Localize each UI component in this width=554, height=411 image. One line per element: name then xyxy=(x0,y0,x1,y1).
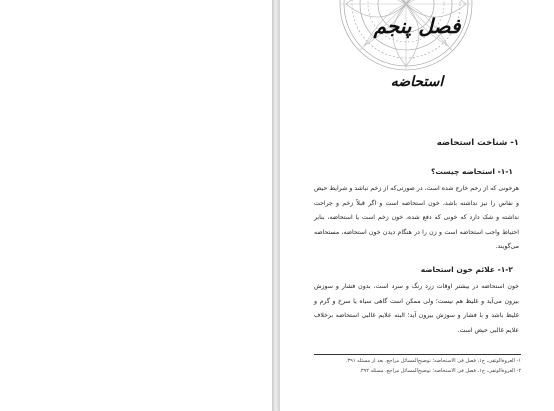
footnote: ۲- العروةالوثقی، ج۱، فصل فی الاستحاضه؛ توضیح‌المسائل مراجع، مسئله ۳۹۲. xyxy=(359,367,521,374)
subsection-heading: ۱-۱- استحاضه چیست؟ xyxy=(430,167,513,176)
footnote: ۱- العروةالوثقی، ج۱، فصل فی الاستحاضه؛ توضیح‌المسائل مراجع، بعد از مسئله ۳۹۱. xyxy=(345,358,521,364)
left-page xyxy=(0,0,272,411)
subsection-heading: ۱-۲- علائم خون استحاضه xyxy=(420,264,513,274)
paragraph: هرخونی که از رحم خارج شده است، در صورتی‌که از زخم نباشد و شرایط حیض و نفاس را نیز نداشته باشد، خون استحاضه است و اگر قبلاً زخم و جراحت نداشته و شک دارد که خونی که دفع شده، خون زخم است یا استحاضه، بنابر احتیاط واجب استحاضه است و زن را در هنگام دیدن خون استحاضه، مستحاضه می‌گویند. xyxy=(314,185,519,251)
paragraph: خون استحاضه در بیشتر اوقات زرد رنگ و سرد است، بدون فشار و سوزش بیرون می‌آید و غلیظ هم نیست؛ ولی ممکن است گاهی سیاه یا سرخ و گرم و غلیظ باشد و با فشار و سوزش بیرون آید؛ البته علایم غالبی استحاضه برخلاف علایم غالبی حیض است. xyxy=(314,282,519,334)
chapter-title: فصل پنجم xyxy=(373,14,461,38)
footnote-divider xyxy=(314,354,521,355)
footnotes xyxy=(314,357,521,376)
right-page xyxy=(280,0,554,411)
book-gutter xyxy=(272,0,280,411)
page-content xyxy=(314,138,519,348)
section-heading: ۱- شناخت استحاضه xyxy=(436,138,519,148)
chapter-subtitle: استحاضه xyxy=(390,74,444,90)
